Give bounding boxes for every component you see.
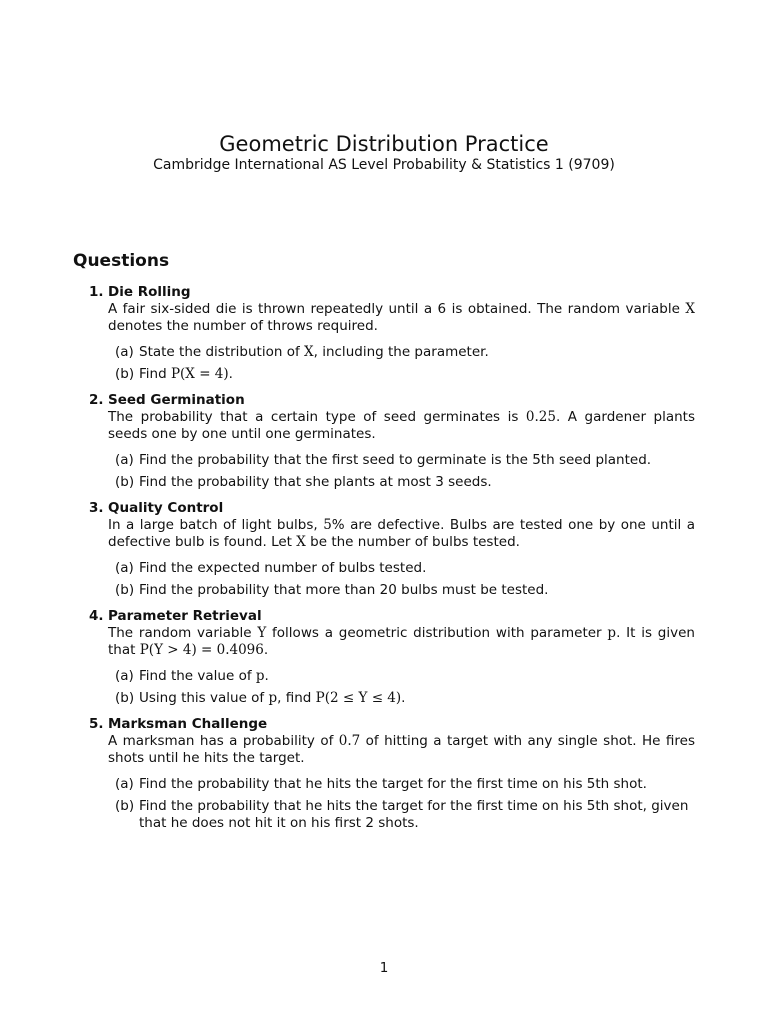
question-part: [108, 582, 695, 599]
text-segment: Find the probability that she plants at most 3 seeds.: [139, 474, 492, 490]
math-expression: P(X = 4): [170, 366, 229, 382]
question-parts: [108, 776, 695, 832]
question-text: [108, 625, 695, 659]
document-subtitle: Cambridge International AS Level Probability & Statistics 1 (9709): [153, 157, 615, 173]
math-expression: P(Y > 4) = 0.4096: [139, 642, 264, 658]
question-part: [108, 798, 695, 832]
section-heading: Questions: [73, 251, 170, 271]
math-expression: X: [685, 301, 695, 317]
math-expression: P(2 ≤ Y ≤ 4): [315, 690, 402, 706]
question-title: Seed Germination: [108, 392, 245, 408]
text-segment: In a large batch of light bulbs,: [108, 517, 324, 533]
text-segment: Find the probability that he hits the target for the first time on his 5th shot.: [139, 776, 647, 792]
question-number: 3.: [89, 500, 104, 516]
question-text: [108, 517, 695, 551]
part-text: [139, 776, 647, 792]
text-segment: follows a geometric distribution with parameter: [266, 625, 608, 641]
math-expression: X: [296, 534, 306, 550]
math-expression: 0.25: [525, 409, 556, 425]
part-text: [139, 344, 489, 360]
text-segment: .: [263, 642, 269, 658]
question-number: 4.: [89, 608, 104, 624]
part-text: [139, 452, 651, 468]
question-number: 1.: [89, 284, 104, 300]
text-segment: . It is given that: [108, 625, 695, 658]
question-number: 2.: [89, 392, 104, 408]
text-segment: Find the value of: [139, 668, 256, 684]
question-item: [73, 608, 695, 707]
text-segment: .: [264, 668, 269, 684]
question-part: [108, 690, 695, 707]
question-list: [73, 284, 695, 841]
question-parts: [108, 560, 695, 599]
part-label: (a): [115, 560, 134, 576]
text-segment: State the distribution of: [139, 344, 304, 360]
question-parts: [108, 668, 695, 707]
part-label: (b): [115, 690, 135, 706]
question-title: Parameter Retrieval: [108, 608, 262, 624]
question-text: [108, 733, 695, 767]
part-text: [139, 798, 688, 831]
math-expression: X: [304, 344, 314, 360]
text-segment: Find the probability that he hits the target for the first time on his 5th shot, given that he does not hit it on his first 2 shots.: [139, 798, 689, 831]
part-label: (a): [115, 776, 134, 792]
question-title: Die Rolling: [108, 284, 191, 300]
text-segment: % are defective. Bulbs are tested one by one until a defective bulb is found. Let: [108, 517, 695, 550]
text-segment: .: [401, 690, 406, 706]
question-text: [108, 301, 695, 335]
part-text: [139, 690, 405, 706]
math-expression: p: [268, 690, 278, 706]
question-title: Marksman Challenge: [108, 716, 268, 732]
question-parts: [108, 452, 695, 491]
math-expression: 0.7: [338, 733, 361, 749]
question-number: 5.: [89, 716, 104, 732]
text-segment: denotes the number of throws required.: [108, 318, 378, 334]
text-segment: A marksman has a probability of: [108, 733, 339, 749]
text-segment: Find the probability that the first seed to germinate is the 5th seed planted.: [139, 452, 652, 468]
part-label: (b): [115, 474, 135, 490]
question-item: [73, 392, 695, 491]
part-label: (a): [115, 344, 134, 360]
question-text: [108, 409, 695, 443]
question-part: [108, 452, 695, 469]
part-label: (a): [115, 668, 134, 684]
part-label: (b): [115, 582, 135, 598]
text-segment: be the number of bulbs tested.: [305, 534, 520, 550]
question-item: [73, 716, 695, 832]
text-segment: . A gardener plants seeds one by one until one germinates.: [108, 409, 695, 442]
text-segment: Find: [139, 366, 171, 382]
page-number: 1: [379, 960, 389, 976]
question-item: [73, 500, 695, 599]
question-parts: [108, 344, 695, 383]
question-part: [108, 366, 695, 383]
text-segment: Using this value of: [139, 690, 269, 706]
text-segment: , find: [277, 690, 316, 706]
text-segment: A fair six-sided die is thrown repeatedly until a 6 is obtained. The random variable: [108, 301, 686, 317]
part-text: [139, 668, 269, 684]
text-segment: Find the probability that more than 20 bulbs must be tested.: [139, 582, 549, 598]
question-part: [108, 668, 695, 685]
question-part: [108, 474, 695, 491]
part-label: (a): [115, 452, 134, 468]
question-part: [108, 776, 695, 793]
part-text: [139, 474, 492, 490]
question-part: [108, 560, 695, 577]
document-title: Geometric Distribution Practice: [219, 132, 549, 156]
part-label: (b): [115, 798, 135, 814]
math-expression: p: [255, 668, 265, 684]
part-text: [139, 366, 233, 382]
math-expression: 5: [323, 517, 332, 533]
question-part: [108, 344, 695, 361]
math-expression: Y: [257, 625, 267, 641]
text-segment: of hitting a target with any single shot. He fires shots until he hits the target.: [108, 733, 695, 766]
math-expression: p: [607, 625, 617, 641]
part-text: [139, 560, 426, 576]
part-text: [139, 582, 548, 598]
part-label: (b): [115, 366, 135, 382]
text-segment: The probability that a certain type of seed germinates is: [108, 409, 526, 425]
text-segment: Find the expected number of bulbs tested.: [139, 560, 427, 576]
question-item: [73, 284, 695, 383]
text-segment: .: [228, 366, 233, 382]
question-title: Quality Control: [108, 500, 224, 516]
text-segment: , including the parameter.: [313, 344, 489, 360]
text-segment: The random variable: [108, 625, 258, 641]
